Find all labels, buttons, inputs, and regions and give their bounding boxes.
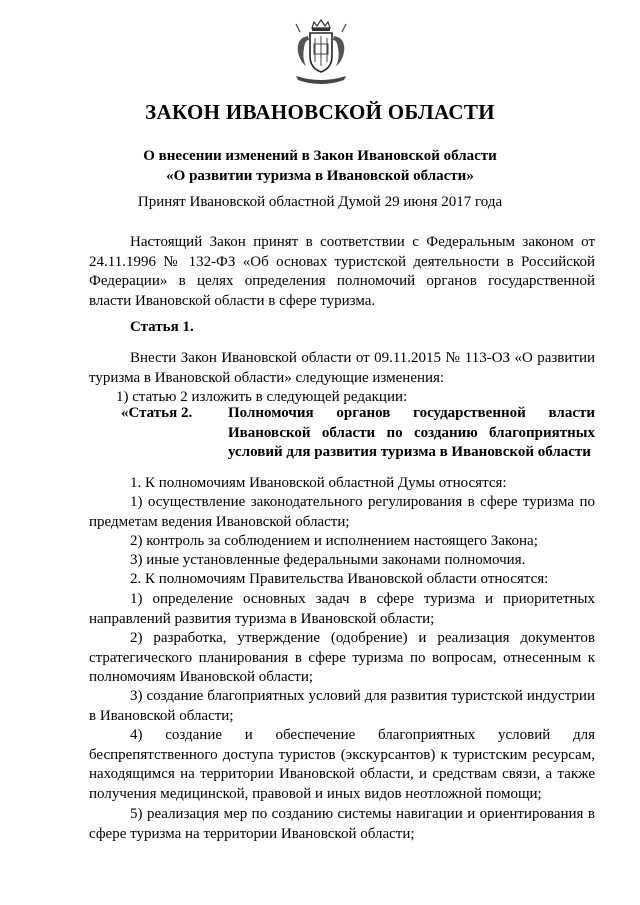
duma-power-1: 1) осуществление законодательного регулирования в сфере туризма по предметам ведения Ивановской области; [89,494,595,530]
amendment-item-1: 1) статью 2 изложить в следующей редакции: [116,389,408,405]
article-1-intro: Внести Закон Ивановской области от 09.11.2015 № 113-ОЗ «О развитии туризма в Ивановской области» следующие изменения: [89,350,595,386]
document-title: ЗАКОН ИВАНОВСКОЙ ОБЛАСТИ [145,100,495,124]
article-2-label: «Статья 2. [121,405,193,421]
government-power-3: 3) создание благоприятных условий для развития туристской индустрии в Ивановской области; [89,688,595,724]
coat-of-arms-icon [290,18,352,86]
government-powers-heading: 2. К полномочиям Правительства Ивановской области относятся: [130,571,549,587]
government-power-5: 5) реализация мер по созданию системы навигации и ориентирования в сфере туризма на территории Ивановской области; [89,806,595,842]
government-power-1: 1) определение основных задач в сфере туризма и приоритетных направлений развития туризма в Ивановской области; [89,591,595,627]
document-subtitle-line-1: О внесении изменений в Закон Ивановской области [143,148,497,164]
government-power-4: 4) создание и обеспечение благоприятных условий для беспрепятственного доступа туристов (экскурсантов) к туристским ресурсам, находящимся на территории Ивановской области, и средствам связи, а также получения медицинской, правовой и иных видов неотложной помощи; [89,727,595,802]
article-2-title: Полномочия органов государственной власти Ивановской области по созданию благоприятных условий для развития туризма в Ивановской области [228,405,595,460]
duma-power-2: 2) контроль за соблюдением и исполнением настоящего Закона; [130,533,538,549]
duma-power-3: 3) иные установленные федеральными законами полномочия. [130,552,526,568]
document-subtitle-line-2: «О развитии туризма в Ивановской области» [166,168,474,184]
duma-powers-heading: 1. К полномочиям Ивановской областной Думы относятся: [130,475,507,491]
government-power-2: 2) разработка, утверждение (одобрение) и реализация документов стратегического планирования в сфере туризма по вопросам, отнесенным к полномочиям Ивановской области; [89,630,595,685]
adoption-line: Принят Ивановской областной Думой 29 июня 2017 года [137,194,503,210]
article-1-heading: Статья 1. [130,319,194,335]
preamble-paragraph: Настоящий Закон принят в соответствии с Федеральным законом от 24.11.1996 № 132-ФЗ «Об основах туристской деятельности в Российской Федерации» в целях определения полномочий органов государственной власти Ивановской области в сфере туризма. [89,234,595,309]
